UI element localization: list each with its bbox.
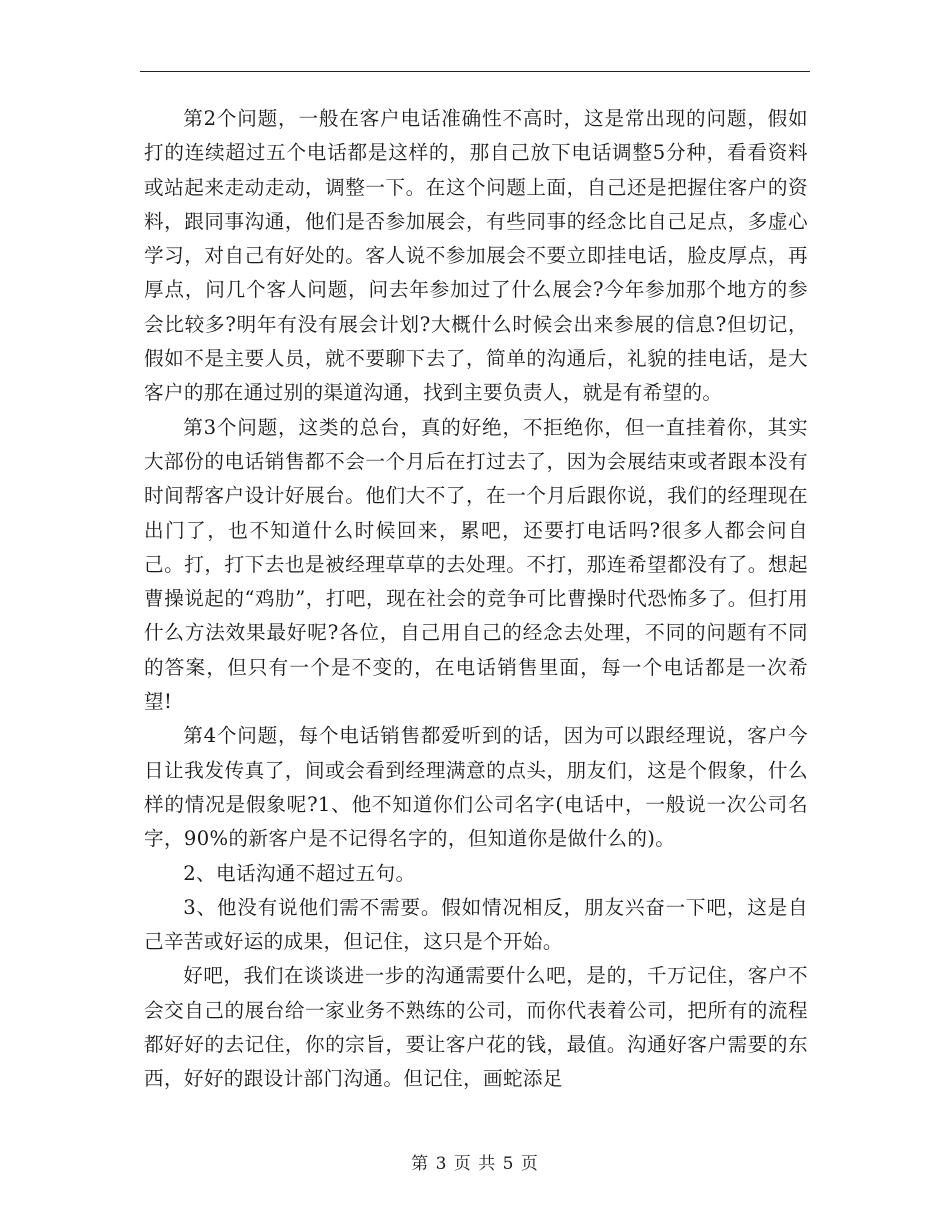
page-footer: 第 3 页 共 5 页: [411, 1154, 539, 1174]
paragraph: 第2个问题，一般在客户电话准确性不高时，这是常出现的问题，假如打的连续超过五个电话都是这样的，那自己放下电话调整5分种，看看资料或站起来走动走动，调整一下。在这个问题上面，自己还是把握住客户的资料，跟同事沟通，他们是否参加展会，有些同事的经念比自己足点，多虚心学习，对自己有好处的。客人说不参加展会不要立即挂电话，脸皮厚点，再厚点，问几个客人问题，问去年参加过了什么展会?今年参加那个地方的参会比较多?明年有没有展会计划?大概什么时候会出来参展的信息?但切记，假如不是主要人员，就不要聊下去了，简单的沟通后，礼貌的挂电话，是大客户的那在通过别的渠道沟通，找到主要负责人，就是有希望的。: [144, 107, 808, 405]
body-text: [144, 102, 808, 1097]
paragraph: 3、他没有说他们需不需要。假如情况相反，朋友兴奋一下吧，这是自己辛苦或好运的成果，但记住，这只是个开始。: [144, 895, 808, 954]
paragraph: 第3个问题，这类的总台，真的好绝，不拒绝你，但一直挂着你，其实大部份的电话销售都不会一个月后在打过去了，因为会展结束或者跟本没有时间帮客户设计好展台。他们大不了，在一个月后跟你说，我们的经理现在出门了，也不知道什么时候回来，累吧，还要打电话吗?很多人都会问自己。打，打下去也是被经理草草的去处理。不打，那连希望都没有了。想起曹操说起的“鸡肋”，打吧，现在社会的竞争可比曹操时代恐怖多了。但打用什么方法效果最好呢?各位，自己用自己的经念去处理，不同的问题有不同的答案，但只有一个是不变的，在电话销售里面，每一个电话都是一次希望!: [144, 415, 808, 714]
paragraph: 第4个问题，每个电话销售都爱听到的话，因为可以跟经理说，客户今日让我发传真了，间或会看到经理满意的点头，朋友们，这是个假象，什么样的情况是假象呢?1、他不知道你们公司名字(电话中，一般说一次公司名字，90%的新客户是不记得名字的，但知道你是做什么的)。: [144, 724, 808, 851]
paragraph: 2、电话沟通不超过五句。: [183, 861, 416, 885]
paragraph: 好吧，我们在谈谈进一步的沟通需要什么吧，是的，千万记住，客户不会交自己的展台给一家业务不熟练的公司，而你代表着公司，把所有的流程都好好的去记住，你的宗旨，要让客户花的钱，最值。沟通好客户需要的东西，好好的跟设计部门沟通。但记住，画蛇添足: [144, 964, 808, 1091]
header-rule: [140, 71, 810, 72]
